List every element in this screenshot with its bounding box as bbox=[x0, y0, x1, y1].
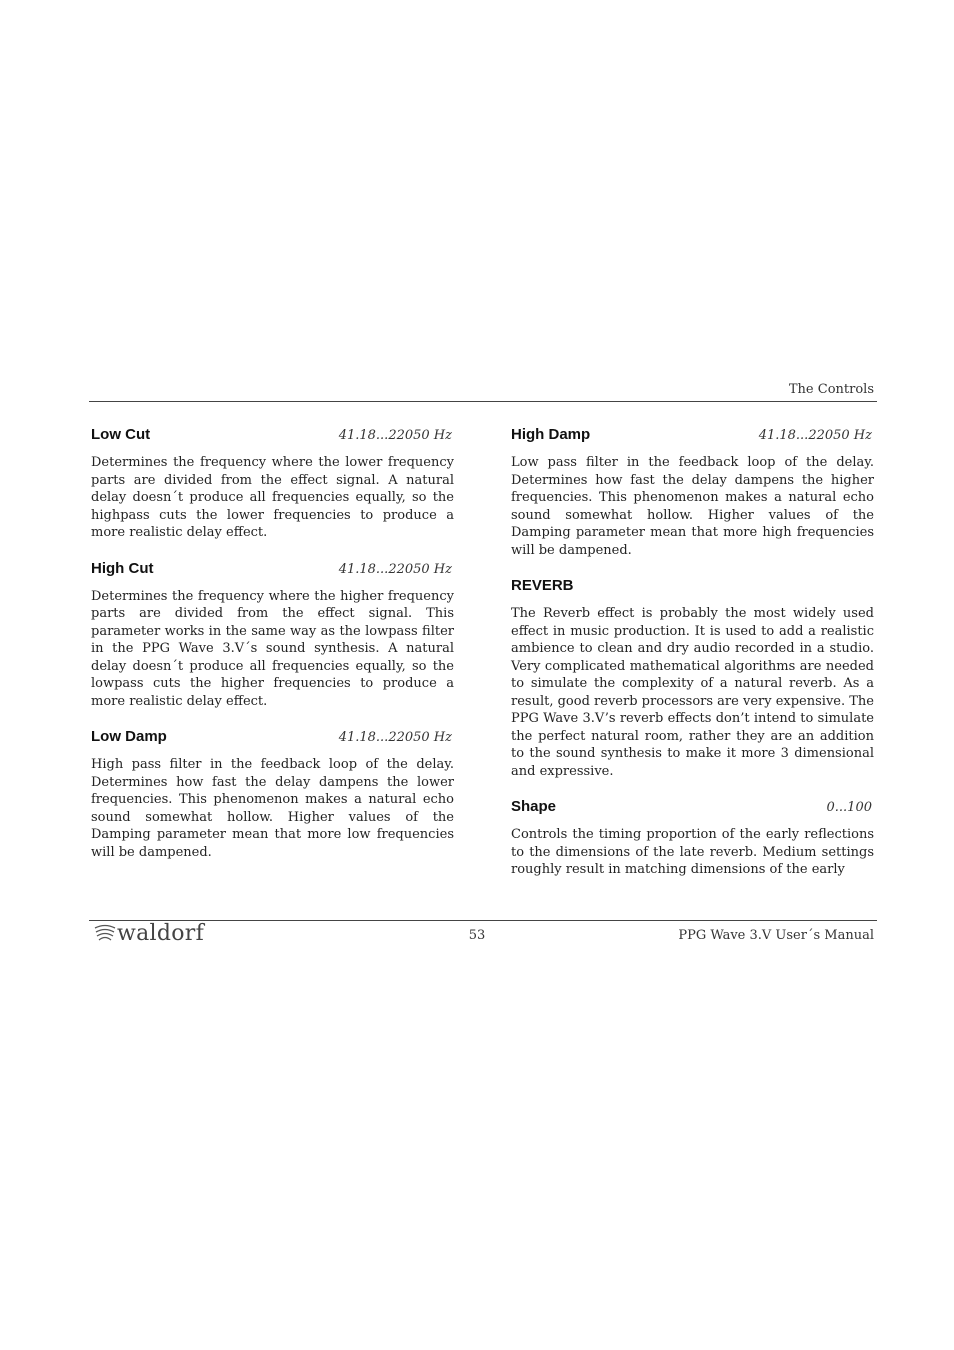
section-range: 41.18...22050 Hz bbox=[338, 561, 452, 577]
section-body: Determines the frequency where the higher frequency parts are divided from the effect signal. This parameter works in the same way as the lowpass filter in the PPG Wave 3.V´s sound synthesis. A natural delay doesn´t produce all frequencies equally, so the lowpass cuts the higher frequencies to produce a more realistic delay effect. bbox=[91, 588, 454, 709]
running-header-title: The Controls bbox=[788, 382, 874, 397]
section-title: Low Cut bbox=[91, 426, 151, 443]
section-range: 0...100 bbox=[826, 800, 872, 815]
section-low-damp bbox=[91, 728, 454, 861]
section-body: Determines the frequency where the lower frequency parts are divided from the effect signal. A natural delay doesn´t produce all frequencies equally, so the highpass cuts the lower frequencies to produce a more realistic delay effect. bbox=[91, 455, 454, 540]
logo-text: waldorf bbox=[117, 921, 205, 946]
section-header bbox=[511, 798, 874, 820]
section-header bbox=[91, 728, 454, 750]
section-title: Low Damp bbox=[91, 728, 167, 745]
section-title: High Damp bbox=[511, 426, 591, 443]
section-reverb bbox=[511, 577, 874, 780]
right-column bbox=[511, 426, 874, 897]
section-header bbox=[511, 577, 874, 599]
section-shape bbox=[511, 798, 874, 879]
section-range: 41.18...22050 Hz bbox=[338, 428, 452, 443]
section-range: 41.18...22050 Hz bbox=[338, 730, 452, 745]
section-header bbox=[91, 426, 454, 448]
section-title: REVERB bbox=[511, 577, 574, 594]
section-body: The Reverb effect is probably the most widely used effect in music production. It is used to add a realistic ambience to clean and dry audio recorded in a studio. Very complicated mathematical algorithms are needed to simulate the complexity of a natural reverb. As a result, good reverb processors are very expensive. The PPG Wave 3.V’s reverb effects don’t intend to simulate the perfect natural room, rather they are an addition to the sound synthesis to make it more 3 dimensional and expressive. bbox=[511, 606, 874, 779]
section-title: Shape bbox=[511, 798, 557, 815]
footer-rule bbox=[89, 920, 877, 921]
section-high-damp bbox=[511, 426, 874, 559]
section-low-cut bbox=[91, 426, 454, 542]
header-rule bbox=[89, 401, 877, 402]
section-high-cut bbox=[91, 560, 454, 711]
page-number: 53 bbox=[468, 928, 486, 943]
section-body: Controls the timing proportion of the early reflections to the dimensions of the late reverb. Medium settings roughly result in matching dimensions of the early bbox=[511, 827, 874, 877]
manual-title: PPG Wave 3.V User´s Manual bbox=[678, 928, 874, 943]
section-body: Low pass filter in the feedback loop of the delay. Determines how fast the delay dampens the higher frequencies. This phenomenon makes a natural echo sound somewhat hollow. Higher values of the Damping parameter mean that more high frequencies will be dampened. bbox=[511, 455, 874, 558]
section-range: 41.18...22050 Hz bbox=[758, 428, 872, 443]
section-header bbox=[91, 560, 454, 582]
section-body: High pass filter in the feedback loop of the delay. Determines how fast the delay dampens the lower frequencies. This phenomenon makes a natural echo sound somewhat hollow. Higher values of the Damping parameter mean that more low frequencies will be dampened. bbox=[91, 757, 454, 860]
left-column bbox=[91, 426, 454, 879]
section-header bbox=[511, 426, 874, 448]
section-title: High Cut bbox=[91, 559, 154, 577]
